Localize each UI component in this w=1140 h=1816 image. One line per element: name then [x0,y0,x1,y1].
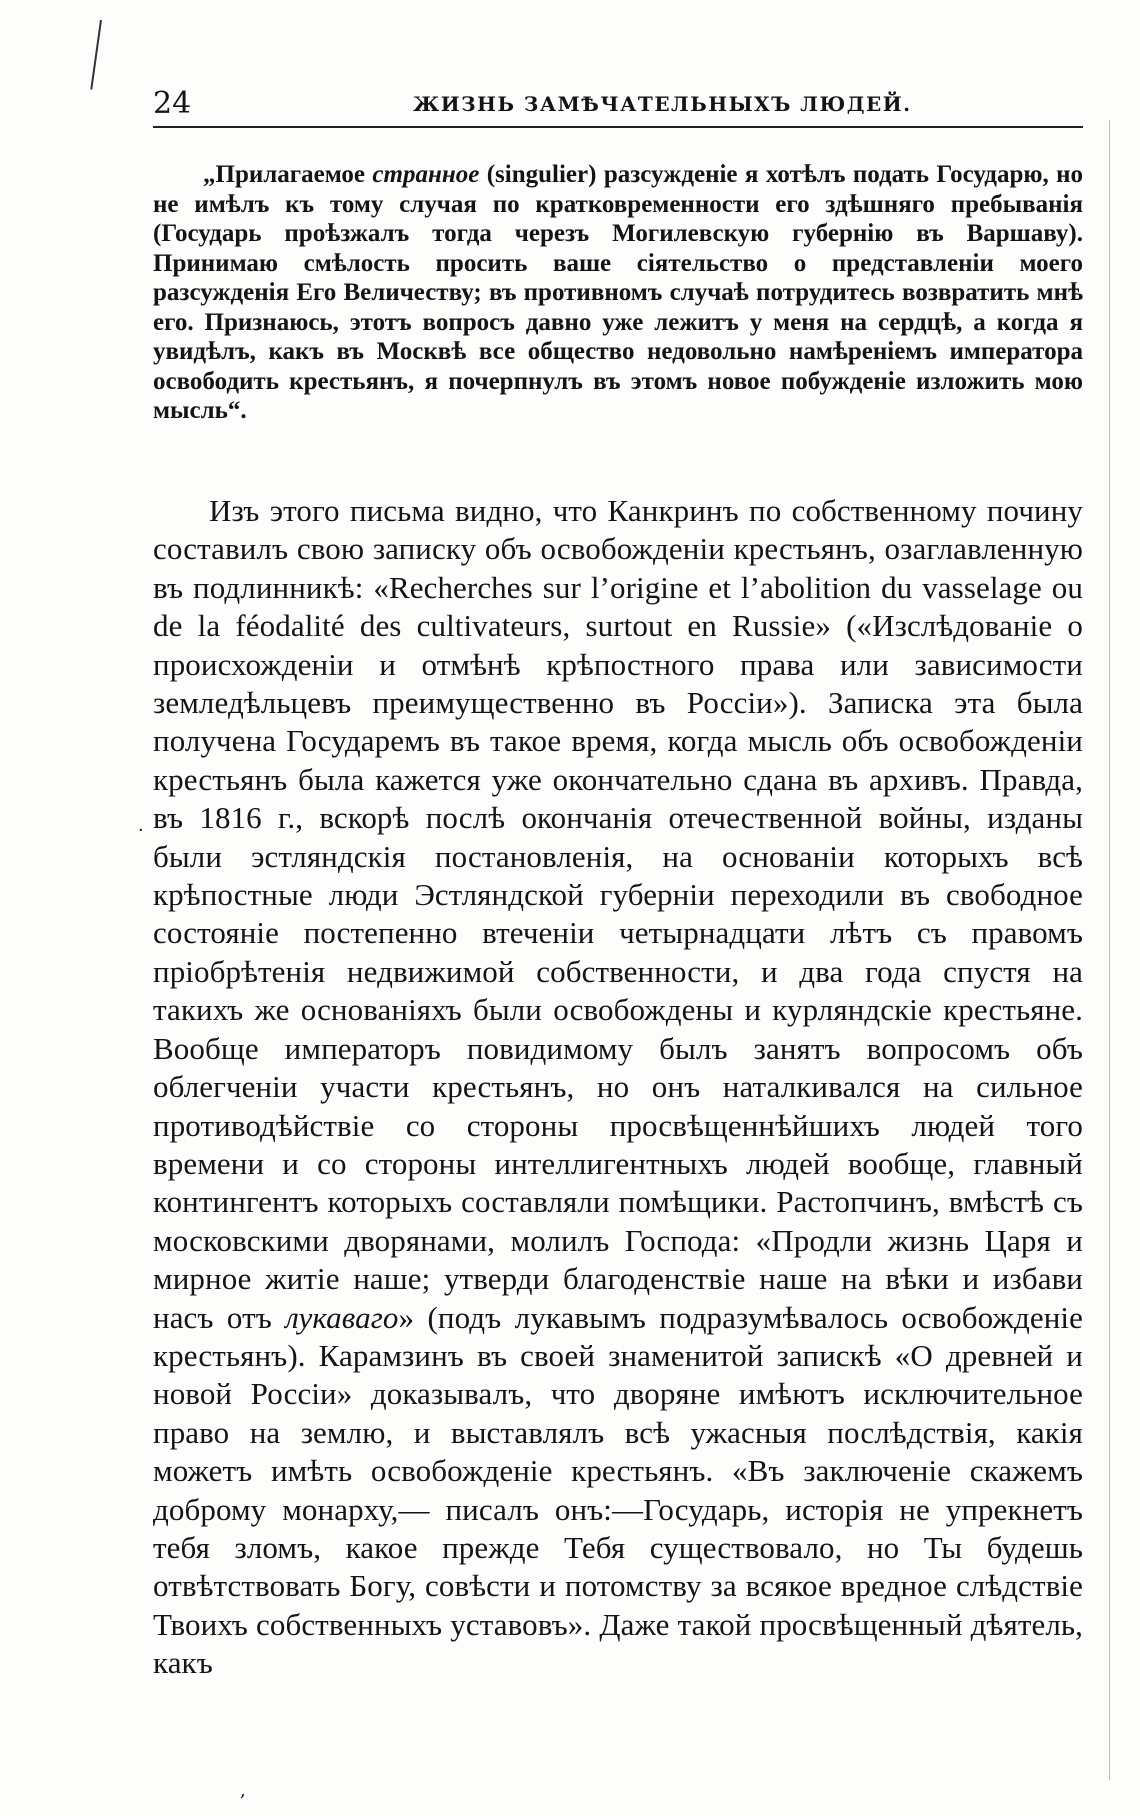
main-paragraph [153,492,1083,1683]
pencil-mark [90,20,102,90]
page-number: 24 [153,86,192,121]
quote-text-1: „Прилагаемое [203,161,373,188]
page-edge-line [1109,120,1110,1780]
stray-dot-mark: · [138,820,144,841]
body-text-2: » (подъ лукавымъ подразумѣвалось освобожденіе крестьянъ). Карамзинъ въ своей знаменитой запискѣ «О древней и новой Россіи» доказывалъ, что дворяне имѣютъ исключительное право на землю, и выставлялъ всѣ ужасныя послѣдствія, какія можетъ имѣть освобожденіе крестьянъ. «Въ заключеніе скажемъ доброму монарху,— писалъ онъ:—Государь, исторія не упрекнетъ тебя зломъ, какое прежде Тебя существовало, но Ты будешь отвѣтствовать Богу, совѣсти и потомству за всякое вредное слѣдствіе Твоихъ собственныхъ уставовъ». Даже такой просвѣщенный дѣятель, какъ [153,1299,1083,1681]
page-header [153,86,1083,128]
body-italic-word: лукаваго [285,1299,399,1335]
stray-comma-mark: , [240,1780,246,1801]
quoted-letter-paragraph [153,160,1083,426]
running-title: ЖИЗНЬ ЗАМѢЧАТЕЛЬНЫХЪ ЛЮДЕЙ. [413,92,912,116]
body-text-1: Изъ этого письма видно, что Канкринъ по собственному почину составилъ свою записку объ освобожденіи крестьянъ, озаглавленную въ подлинникѣ: «Recherches sur l’origine et l’abolition du vasselage ou de la féodalité des cultivateurs, surtout en Russie» («Изслѣдованіе о происхожденіи и отмѣнѣ крѣпостного права или зависимости земледѣльцевъ преимущественно въ Россіи»). Записка эта была получена Государемъ въ такое время, когда мысль объ освобожденіи крестьянъ была кажется уже окончательно сдана въ архивъ. Правда, въ 1816 г., вскорѣ послѣ окончанія отечественной войны, изданы были эстляндскія постановленія, на основаніи которыхъ всѣ крѣпостные люди Эстляндской губерніи переходили въ свободное состояніе постепенно втеченіи четырнадцати лѣтъ съ правомъ пріобрѣтенія недвижимой собственности, и два года спустя на такихъ же основаніяхъ были освобождены и курляндскіе крестьяне. Вообще императоръ повидимому былъ занятъ вопросомъ объ облегченіи участи крестьянъ, но онъ наталкивался на сильное противодѣйствіе со стороны просвѣщеннѣйшихъ людей того времени и со стороны интеллигентныхъ людей вообще, главный контингентъ которыхъ составляли помѣщики. Растопчинъ, вмѣстѣ съ московскими дворянами, молилъ Господа: «Продли жизнь Царя и мирное житіе наше; утверди благоденствіе наше на вѣки и избави насъ отъ [153,493,1083,1335]
quote-text-2: (singulier) разсужденіе я хотѣлъ подать Государю, но не имѣлъ къ тому случая по кратковременности его здѣшняго пребыванія (Государь проѣзжалъ тогда черезъ Могилевскую губернію въ Варшаву). Принимаю смѣлость просить ваше сіятельство о представленіи моего разсужденія Его Величеству; въ противномъ случаѣ потрудитесь возвратить мнѣ его. Признаюсь, этотъ вопросъ давно уже лежитъ у меня на сердцѣ, а когда я увидѣлъ, какъ въ Москвѣ все общество недовольно намѣреніемъ императора освободить крестьянъ, я почерпнулъ въ этомъ новое побужденіе изложить мою мысль“. [153,161,1083,424]
quote-italic-word: странное [372,161,480,188]
